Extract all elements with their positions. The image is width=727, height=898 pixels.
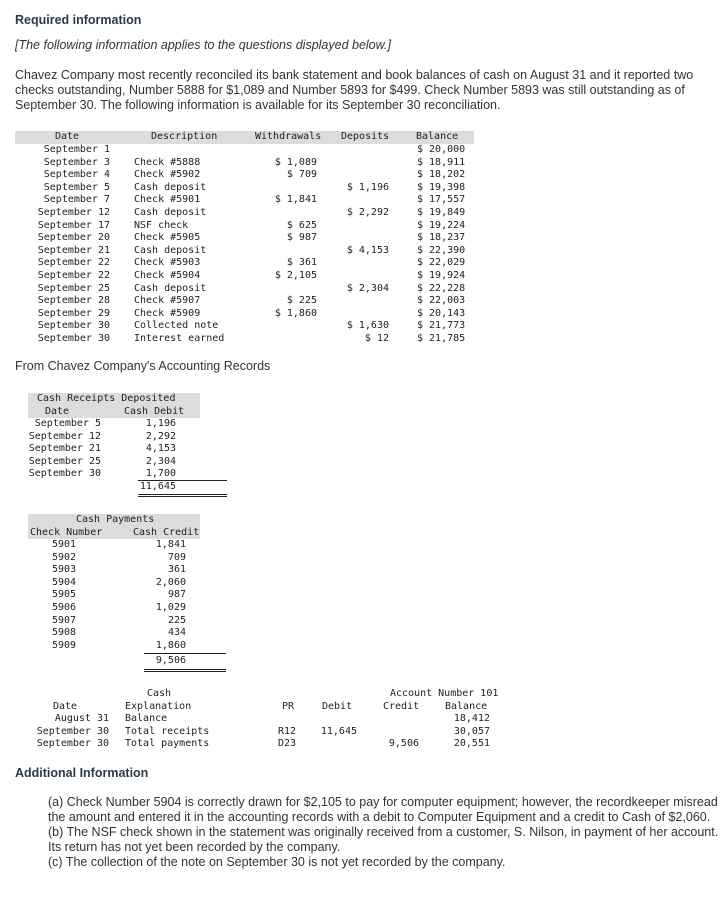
bank-statement-row bbox=[15, 169, 475, 182]
row-date: September 22 bbox=[37, 257, 110, 269]
payment-amount: 987 bbox=[167, 589, 186, 601]
receipt-date: September 5 bbox=[34, 418, 101, 429]
ledger-explanation-header: Explanation bbox=[125, 700, 192, 712]
ledger-row-balance: 18,412 bbox=[453, 713, 490, 724]
ledger-credit-header: Credit bbox=[383, 700, 420, 712]
ledger-row-pr: R12 bbox=[278, 725, 297, 737]
receipt-amount: 4,153 bbox=[145, 443, 176, 455]
payment-check-number: 5906 bbox=[52, 602, 77, 613]
row-deposit: $ 2,292 bbox=[346, 207, 389, 218]
row-balance: $ 21,773 bbox=[417, 320, 466, 332]
payment-amount: 225 bbox=[167, 614, 186, 626]
receipts-total-row bbox=[28, 481, 200, 494]
cash-payments-title: Cash Payments bbox=[76, 514, 155, 525]
ledger-debit-header: Debit bbox=[322, 700, 353, 712]
additional-information-list bbox=[48, 795, 720, 870]
row-date: September 7 bbox=[43, 194, 110, 206]
receipt-row bbox=[28, 431, 200, 444]
bank-statement-row bbox=[15, 308, 475, 321]
ledger-row-credit: 9,506 bbox=[388, 738, 419, 750]
ledger-row bbox=[28, 713, 508, 726]
row-balance: $ 17,557 bbox=[417, 194, 466, 206]
ledger-row-balance: 30,057 bbox=[453, 725, 490, 737]
row-date: September 1 bbox=[43, 144, 110, 155]
bank-statement-row bbox=[15, 144, 475, 157]
ledger-row-explanation: Balance bbox=[125, 713, 168, 724]
bank-statement-row bbox=[15, 320, 475, 333]
bank-statement-row bbox=[15, 295, 475, 308]
row-balance: $ 19,924 bbox=[417, 270, 466, 281]
payment-check-number: 5903 bbox=[52, 564, 77, 576]
payments-total-row bbox=[28, 655, 218, 668]
row-date: September 25 bbox=[37, 282, 110, 294]
row-date: September 28 bbox=[37, 295, 110, 307]
payment-check-number: 5907 bbox=[52, 614, 77, 626]
receipt-row bbox=[28, 418, 200, 431]
payment-check-number: 5902 bbox=[52, 551, 77, 563]
ledger-row-date: September 30 bbox=[36, 738, 109, 750]
receipt-amount: 1,196 bbox=[145, 418, 176, 429]
required-information-title: Required information bbox=[15, 13, 142, 27]
accounting-records-label: From Chavez Company's Accounting Records bbox=[15, 359, 271, 373]
payment-amount: 709 bbox=[167, 551, 186, 563]
payment-check-number: 5904 bbox=[52, 576, 77, 588]
payment-row bbox=[28, 577, 218, 590]
bank-statement-row bbox=[15, 270, 475, 283]
row-withdrawal: $ 1,841 bbox=[274, 194, 317, 206]
receipt-amount: 2,292 bbox=[145, 430, 176, 442]
row-date: September 12 bbox=[37, 207, 110, 218]
col-description-header: Description bbox=[151, 131, 218, 142]
receipt-date: September 21 bbox=[28, 443, 101, 455]
payment-amount: 1,029 bbox=[155, 602, 186, 613]
row-description: Check #5903 bbox=[134, 257, 201, 269]
row-deposit: $ 4,153 bbox=[346, 244, 389, 256]
payment-row bbox=[28, 539, 218, 552]
payment-amount: 2,060 bbox=[155, 576, 186, 588]
row-withdrawal: $ 625 bbox=[286, 219, 317, 231]
payment-row bbox=[28, 552, 218, 565]
bank-statement-header bbox=[15, 131, 474, 144]
ledger-row bbox=[28, 738, 508, 751]
ledger-title: Cash bbox=[147, 688, 172, 699]
row-date: September 3 bbox=[43, 156, 110, 168]
row-deposit: $ 2,304 bbox=[346, 282, 389, 294]
payments-total: 9,506 bbox=[155, 655, 186, 667]
row-withdrawal: $ 361 bbox=[286, 257, 317, 269]
row-balance: $ 19,224 bbox=[417, 219, 466, 231]
bank-statement-row bbox=[15, 207, 475, 220]
row-description: Check #5909 bbox=[134, 307, 201, 319]
payment-row bbox=[28, 615, 218, 628]
row-date: September 4 bbox=[43, 169, 110, 181]
row-date: September 30 bbox=[37, 320, 110, 332]
row-date: September 21 bbox=[37, 244, 110, 256]
col-withdrawals-header: Withdrawals bbox=[255, 131, 322, 142]
bank-statement-row bbox=[15, 232, 475, 245]
receipt-row bbox=[28, 443, 200, 456]
ledger-row bbox=[28, 726, 508, 739]
ledger-row-explanation: Total payments bbox=[125, 738, 210, 750]
bank-statement-row bbox=[15, 245, 475, 258]
payment-amount: 1,841 bbox=[155, 539, 186, 550]
receipts-total-double-rule bbox=[138, 494, 227, 497]
receipt-date: September 25 bbox=[28, 455, 101, 467]
row-balance: $ 20,000 bbox=[417, 144, 466, 155]
instructions-note: [The following information applies to the questions displayed below.] bbox=[15, 38, 391, 52]
bank-statement-row bbox=[15, 283, 475, 296]
receipt-amount: 2,304 bbox=[145, 455, 176, 467]
row-balance: $ 19,398 bbox=[417, 181, 466, 193]
receipt-date: September 12 bbox=[28, 430, 101, 442]
ledger-row-debit: 11,645 bbox=[320, 725, 357, 737]
row-balance: $ 21,785 bbox=[417, 333, 466, 344]
receipts-date-header: Date bbox=[45, 405, 70, 417]
row-description: Check #5905 bbox=[134, 232, 201, 244]
row-withdrawal: $ 225 bbox=[286, 295, 317, 307]
row-balance: $ 22,029 bbox=[417, 257, 466, 269]
ledger-pr-header: PR bbox=[282, 700, 295, 712]
payment-amount: 1,860 bbox=[155, 639, 186, 651]
payment-check-number: 5908 bbox=[52, 627, 77, 639]
payments-amount-header: Cash Credit bbox=[133, 526, 200, 538]
row-balance: $ 19,849 bbox=[417, 207, 466, 218]
bank-statement-row bbox=[15, 333, 475, 346]
receipts-total: 11,645 bbox=[139, 481, 176, 492]
row-description: Check #5901 bbox=[134, 194, 201, 206]
row-description: Cash deposit bbox=[134, 244, 207, 256]
cash-receipts-title: Cash Receipts Deposited bbox=[37, 393, 176, 404]
row-withdrawal: $ 2,105 bbox=[274, 270, 317, 281]
row-description: Check #5888 bbox=[134, 156, 201, 168]
row-description: Check #5904 bbox=[134, 270, 201, 281]
payment-row bbox=[28, 602, 218, 615]
row-balance: $ 18,911 bbox=[417, 156, 466, 168]
row-deposit: $ 12 bbox=[364, 333, 389, 344]
row-description: Check #5902 bbox=[134, 169, 201, 181]
row-date: September 30 bbox=[37, 333, 110, 344]
row-description: Cash deposit bbox=[134, 282, 207, 294]
row-balance: $ 18,237 bbox=[417, 232, 466, 244]
additional-information-title: Additional Information bbox=[15, 766, 149, 780]
receipt-row bbox=[28, 456, 200, 469]
receipt-amount: 1,700 bbox=[145, 468, 176, 480]
payments-total-rule bbox=[144, 653, 226, 654]
ledger-row-balance: 20,551 bbox=[453, 738, 490, 750]
payments-number-header: Check Number bbox=[30, 526, 103, 538]
bank-statement-row bbox=[15, 257, 475, 270]
row-withdrawal: $ 1,860 bbox=[274, 307, 317, 319]
row-description: Interest earned bbox=[134, 333, 225, 344]
bank-statement-row bbox=[15, 157, 475, 170]
bank-statement-row bbox=[15, 220, 475, 233]
row-balance: $ 22,228 bbox=[417, 282, 466, 294]
row-deposit: $ 1,196 bbox=[346, 181, 389, 193]
ledger-date-header: Date bbox=[53, 700, 78, 712]
row-description: Check #5907 bbox=[134, 295, 201, 307]
payment-amount: 434 bbox=[167, 627, 186, 639]
row-withdrawal: $ 1,089 bbox=[274, 156, 317, 168]
intro-paragraph: Chavez Company most recently reconciled its bank statement and book balances of cash on August 31 and it reported two checks outstanding, Number 5888 for $1,089 and Number 5893 for $499. Check Number 5893 was still outstanding as of September 30. The following information is available for its September 30 reconciliation. bbox=[15, 68, 694, 112]
row-balance: $ 22,390 bbox=[417, 244, 466, 256]
row-description: Cash deposit bbox=[134, 181, 207, 193]
row-withdrawal: $ 709 bbox=[286, 169, 317, 181]
payments-total-double-rule bbox=[144, 669, 226, 672]
row-date: September 29 bbox=[37, 307, 110, 319]
row-balance: $ 22,003 bbox=[417, 295, 466, 307]
payment-row bbox=[28, 589, 218, 602]
bank-statement-row bbox=[15, 182, 475, 195]
row-date: September 22 bbox=[37, 270, 110, 281]
row-description: Cash deposit bbox=[134, 207, 207, 218]
row-description: Collected note bbox=[134, 320, 219, 332]
ledger-balance-header: Balance bbox=[445, 700, 488, 712]
additional-item-b: (b) The NSF check shown in the statement was originally received from a customer, S. Nilson, in payment of her account. Its return has not yet been recorded by the company. bbox=[48, 825, 719, 854]
payment-check-number: 5901 bbox=[52, 539, 77, 550]
row-date: September 5 bbox=[43, 181, 110, 193]
row-description: NSF check bbox=[134, 219, 189, 231]
row-balance: $ 18,202 bbox=[417, 169, 466, 181]
ledger-row-date: September 30 bbox=[36, 725, 109, 737]
row-balance: $ 20,143 bbox=[417, 307, 466, 319]
payment-row bbox=[28, 564, 218, 577]
receipts-amount-header: Cash Debit bbox=[124, 405, 185, 417]
ledger-row-pr: D23 bbox=[278, 738, 297, 750]
row-deposit: $ 1,630 bbox=[346, 320, 389, 332]
row-withdrawal: $ 987 bbox=[286, 232, 317, 244]
col-date-header: Date bbox=[55, 131, 80, 142]
payment-row bbox=[28, 627, 218, 640]
payment-amount: 361 bbox=[167, 564, 186, 576]
payment-check-number: 5909 bbox=[52, 639, 77, 651]
ledger-account-number: Account Number 101 bbox=[390, 688, 499, 699]
row-date: September 17 bbox=[37, 219, 110, 231]
row-date: September 20 bbox=[37, 232, 110, 244]
payment-check-number: 5905 bbox=[52, 589, 77, 601]
additional-item-c: (c) The collection of the note on September 30 is not yet recorded by the company. bbox=[48, 855, 506, 869]
bank-statement-row bbox=[15, 194, 475, 207]
col-deposits-header: Deposits bbox=[341, 131, 390, 142]
receipt-date: September 30 bbox=[28, 468, 101, 480]
col-balance-header: Balance bbox=[416, 131, 459, 142]
ledger-row-date: August 31 bbox=[54, 713, 109, 724]
payment-row bbox=[28, 640, 218, 653]
additional-item-a: (a) Check Number 5904 is correctly drawn for $2,105 to pay for computer equipment; however, the recordkeeper misread the amount and entered it in the accounting records with a debit to Computer Equipment and a credit to Cash of $2,060. bbox=[48, 795, 718, 824]
ledger-row-explanation: Total receipts bbox=[125, 725, 210, 737]
